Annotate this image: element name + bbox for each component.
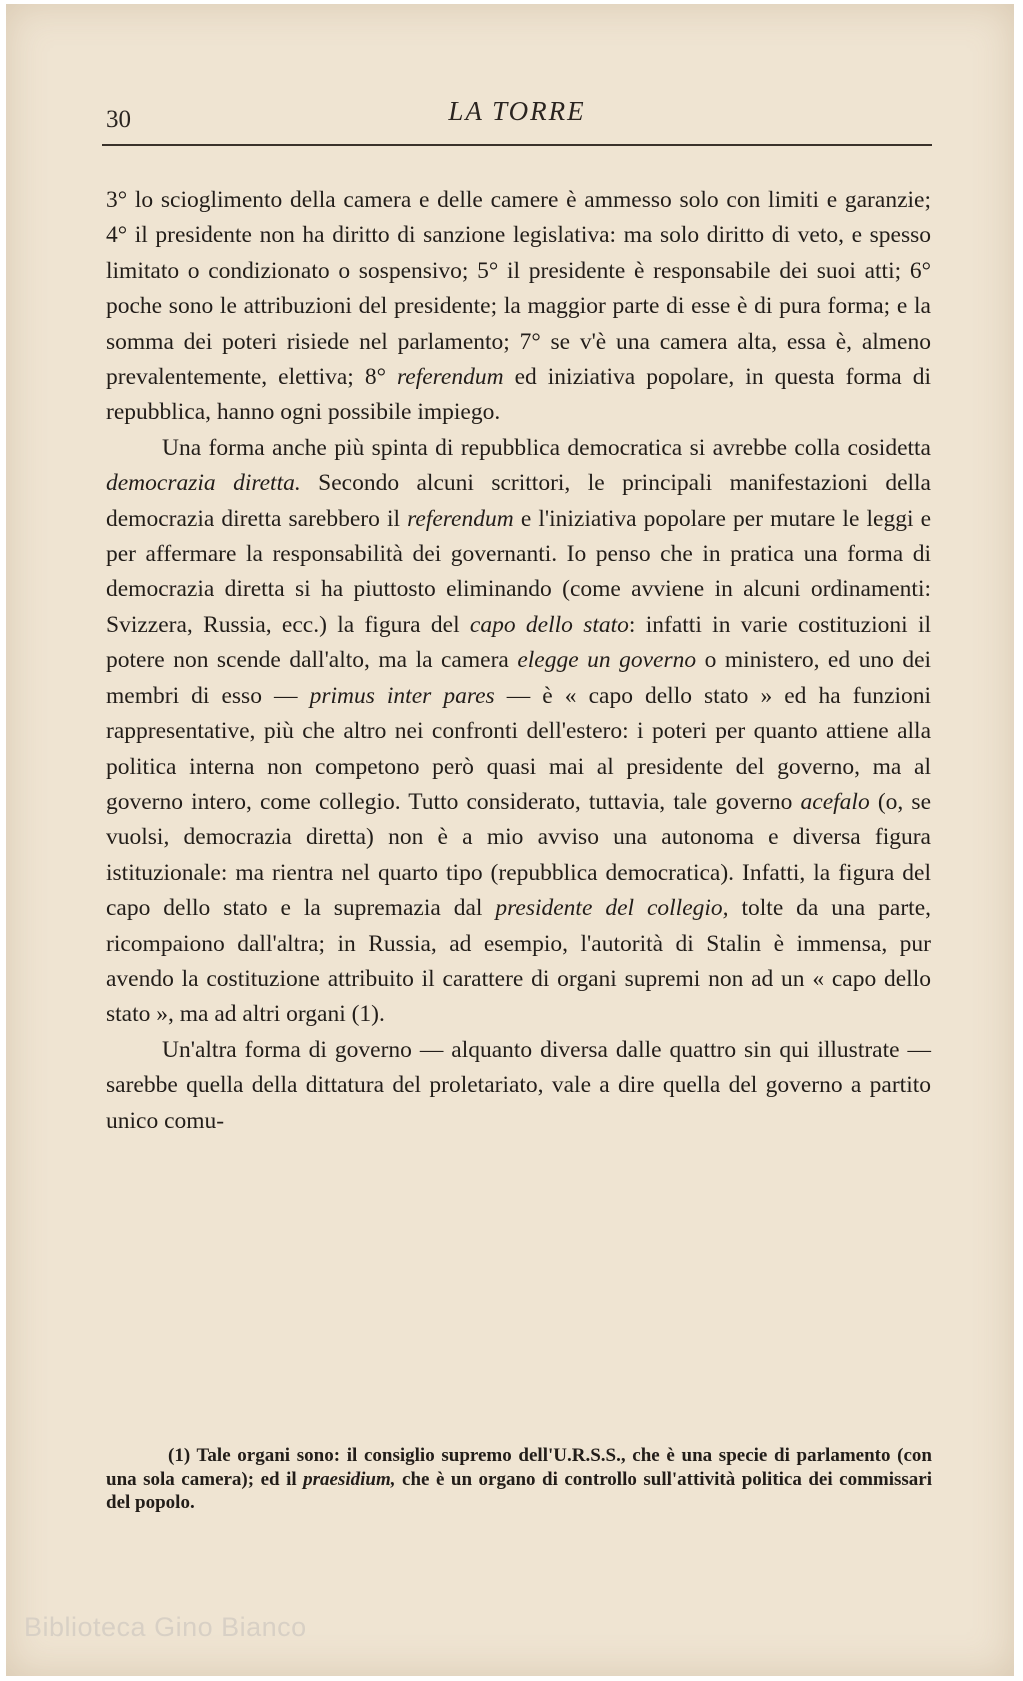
book-page [6,4,1014,1676]
paragraph-2 [106,431,931,1033]
running-title: LA TORRE [448,96,586,126]
paragraph-2-italic-7: presidente del collegio, [495,895,729,922]
paragraph-1-text-2: ed iniziativa popolare, in questa forma di repubblica, hanno ogni possibile impiego. [106,364,931,426]
paragraph-3-text-1: Un'altra forma di governo — alquanto diversa dalle quattro sin qui illustrate — sarebbe quella della dittatura del proletariato, vale a dire quella del governo a partito unico comu- [106,1036,931,1134]
paragraph-1-italic-1: referendum [396,364,504,391]
footnote-text-2: che è un organo di controllo sull'attività politica dei commissari del popolo. [106,1468,932,1513]
page-header [102,92,932,144]
paragraph-2-text-6: — è « capo dello stato » ed ha funzioni rappresentative, più che altro nei confronti dell'estero: i poteri per quanto attiene alla politica interna non competono però quasi mai al presidente del governo, ma al governo intero, come collegio. Tutto considerato, tuttavia, tale governo [106,682,932,815]
paragraph-1-text-1: 3° lo scioglimento della camera e delle camere è ammesso solo con limiti e garanzie; 4° il presidente non ha diritto di sanzione legislativa: ma solo diritto di veto, e spesso limitato o condizionato o sospensivo; 5° il presidente è responsabile dei suoi atti; 6° poche sono le attribuzioni del presidente; la maggior parte di esse è di pura forma; e la somma dei poteri risiede nel parlamento; 7° se v'è una camera alta, essa è, almeno prevalentemente, elettiva; 8° [106,187,931,391]
paragraph-1 [106,183,931,431]
paragraph-2-text-3: e l'iniziativa popolare per mutare le leggi e per affermare la responsabilità dei governanti. Io penso che in pratica una forma di democrazia diretta si ha piuttosto eliminando (come avviene in alcuni ordinamenti: Svizzera, Russia, ecc.) la figura del [106,505,932,638]
paragraph-2-italic-6: acefalo [800,788,870,815]
paragraph-2-text-1: Una forma anche più spinta di repubblica democratica si avrebbe colla cosidetta [162,434,931,461]
paragraph-2-text-7: (o, se vuolsi, democrazia diretta) non è a mio avviso una autonoma e diversa figura istituzionale: ma rientra nel quarto tipo (repubblica democratica). Infatti, la figura del capo dello stato e la supremazia dal [106,788,932,922]
footnote-text-1: (1) Tale organi sono: il consiglio supremo dell'U.R.S.S., che è una specie di parlamento (con una sola camera); ed il [106,1445,932,1490]
library-watermark: Biblioteca Gino Bianco [24,1612,307,1642]
page-number: 30 [106,106,131,133]
paragraph-2-italic-2: referendum [407,505,514,532]
paragraph-2-text-2: Secondo alcuni scrittori, le principali manifestazioni della democrazia diretta sarebbero il [106,470,931,532]
paragraph-3 [106,1033,931,1139]
paragraph-2-text-4: : infatti in varie costituzioni il potere non scende dall'alto, ma la camera [106,611,932,674]
body-text [106,183,931,1139]
paragraph-2-italic-4: elegge un governo [517,647,697,674]
paragraph-2-italic-3: capo dello stato [469,611,629,638]
paragraph-2-italic-1: democrazia diretta. [106,470,301,497]
paragraph-2-text-8: tolte da una parte, ricompaiono dall'altra; in Russia, ad esempio, l'autorità di Stalin è immensa, pur avendo la costituzione attribuito il carattere di organi supremi non ad un « capo dello stato », ma ad altri organi (1). [106,895,931,1028]
footnote [106,1444,932,1515]
header-rule [102,144,932,146]
paragraph-2-text-5: o ministero, ed uno dei membri di esso — [106,647,932,709]
footnote-italic-1: praesidium, [303,1468,396,1490]
paragraph-2-italic-5: primus inter pares [309,682,495,709]
